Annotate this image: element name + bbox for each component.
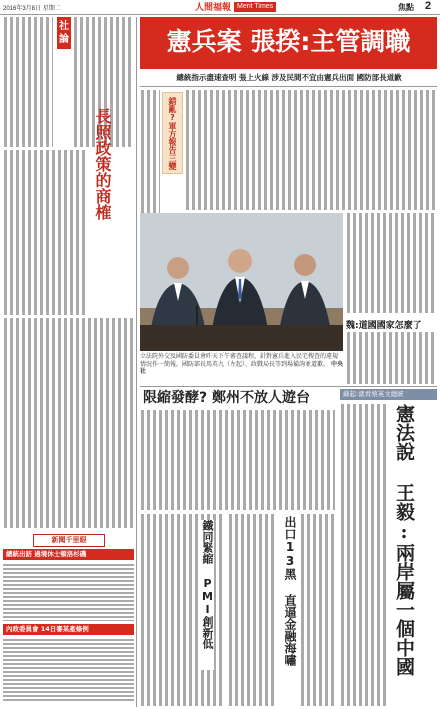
exports-headline: 出口13黑 直逼金融海嘯 [283,516,297,666]
column-divider [136,17,137,707]
editorial-tag-1: 社 [59,21,69,32]
sidebar-item-1 [3,549,134,560]
pmi-headline: 鐵同緊縮 PMI創新低 [200,520,214,670]
supertag [340,389,437,400]
main-headline: 憲兵案 張揆:主管調職 [166,27,411,56]
newspaper-logo [195,1,276,12]
story-body-5 [140,410,335,510]
editorial-tag [57,17,71,49]
editorial-title: 長照政策的商榷 [93,108,112,220]
photo-caption [140,353,343,385]
sidebar-item-1-body [3,563,134,621]
china-headline: 憲法說 王毅:兩岸屬一個中國 [393,404,415,676]
logo-english: Merit Times [234,2,276,12]
wei-headline: 魏:道國國家怎麼了 [346,321,422,331]
masthead [0,0,440,14]
story-body-3 [346,213,435,313]
masthead-rule [0,14,440,15]
sidebar-item-2-body [3,638,134,702]
supertag-text: 蘇起:就看蔡英文總統 [343,390,404,398]
photo-illustration [140,213,343,351]
photo-caption-text: 立法院外交及國防委員會昨天下午審查議程，針對憲兵進入民宅搜查的違規情況作一簡報，國防部長馬英九（左起）、政戰局長等到場備詢並道歉。 [140,353,339,368]
editorial-body-text-4 [3,318,134,528]
headline-rule [140,86,437,87]
sub-headline: 總統指示盡速查明 張上火線 涉及民間不宜由憲兵出面 國防部長道歉 [176,73,402,82]
editorial-body-text [3,17,53,147]
sidebar-item-2 [3,624,134,635]
sidebar-heading [33,534,105,547]
editorial-tag-2: 論 [59,34,69,45]
logo-chinese: 人間福報 [195,3,232,13]
section-name: 焦點 [398,3,414,12]
page-number: 2 [425,0,432,12]
pullquote-text: 錯亂?軍方報告三變 [168,97,177,170]
photo-credit: 中央社 [140,360,343,375]
sidebar-heading-text: 新聞千里眼 [51,536,87,544]
sidebar-item-2-title: 內政委員會 14日審某產條例 [6,625,89,633]
story-body-right [340,404,388,706]
story-body-2 [185,90,435,210]
story-body-8 [300,514,336,706]
lower-rule [140,386,437,387]
pullquote-box [162,92,183,174]
story-body-7 [228,514,276,706]
story-body-4 [346,332,435,384]
news-sidebar [3,531,134,706]
news-photo [140,213,343,351]
issue-date: 2016年3月8日 星期二 [3,6,61,12]
editorial-body-text-3 [3,150,85,315]
sidebar-item-1-title: 總統出訪 過境休士頓洛杉磯 [6,550,87,558]
zhengzhou-headline: 限縮發酵? 鄭州不放人遊台 [143,390,310,406]
main-headline-box [140,17,437,69]
